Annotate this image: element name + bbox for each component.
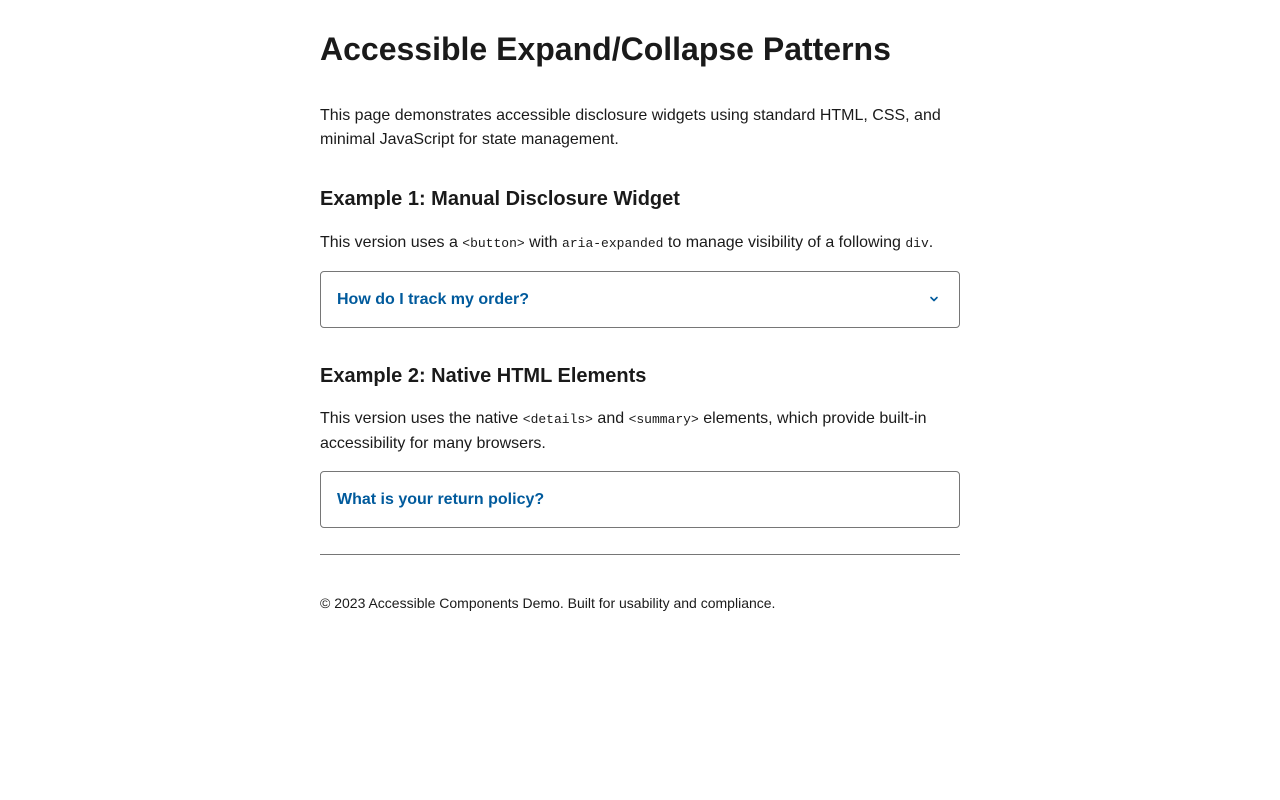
example1-description [320, 231, 960, 256]
example2-desc-part: This version uses the native [320, 410, 523, 427]
details-summary[interactable]: What is your return policy? [337, 491, 545, 508]
disclosure-toggle-button[interactable] [321, 272, 959, 327]
code-button: <button> [462, 236, 525, 251]
code-details: <details> [522, 412, 593, 427]
example1-desc-part: This version uses a [320, 234, 463, 251]
disclosure-question-label: How do I track my order? [337, 291, 530, 308]
example2-desc-part: and [592, 410, 629, 427]
example2-description [320, 407, 960, 456]
example2-heading: Example 2: Native HTML Elements [320, 365, 647, 387]
details-widget-return-policy [320, 471, 960, 528]
example1-heading: Example 1: Manual Disclosure Widget [320, 188, 680, 210]
code-summary: <summary> [628, 412, 699, 427]
footer-divider [320, 554, 960, 555]
page-title: Accessible Expand/Collapse Patterns [320, 31, 891, 67]
example1-desc-part: to manage visibility of a following [663, 234, 906, 251]
code-div: div [905, 236, 929, 251]
disclosure-widget-order [320, 271, 960, 328]
code-aria-expanded: aria-expanded [562, 236, 664, 251]
example1-desc-part: with [524, 234, 563, 251]
intro-text: This page demonstrates accessible disclosure widgets using standard HTML, CSS, and minimal JavaScript for state management. [320, 107, 941, 148]
footer-text: © 2023 Accessible Components Demo. Built for usability and compliance. [320, 595, 776, 611]
chevron-down-icon [929, 294, 939, 304]
example2-desc-part: elements, which provide built-in accessibility for many browsers. [320, 410, 927, 452]
example1-desc-part: . [928, 234, 934, 251]
